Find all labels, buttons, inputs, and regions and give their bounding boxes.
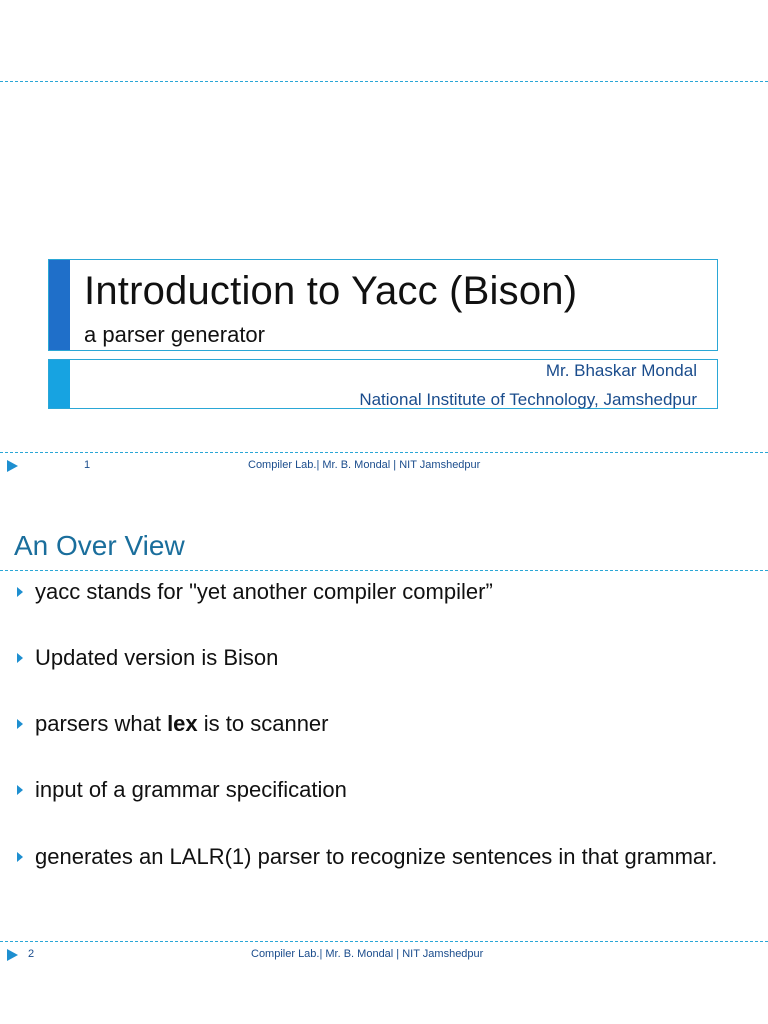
- author-box: [48, 359, 718, 409]
- author-institution: National Institute of Technology, Jamshedpur: [359, 390, 697, 409]
- footer-text: Compiler Lab.| Mr. B. Mondal | NIT Jamshedpur: [248, 459, 481, 471]
- list-item: generates an LALR(1) parser to recognize sentences in that grammar.: [14, 843, 754, 871]
- title-box: [48, 259, 718, 351]
- title-accent-bar: [49, 260, 70, 350]
- footer-arrow-icon: [7, 460, 18, 472]
- footer-divider: [0, 452, 768, 453]
- author-name: Mr. Bhaskar Mondal: [545, 361, 697, 380]
- list-item: input of a grammar specification: [14, 776, 754, 804]
- bullet-arrow-icon: [17, 587, 23, 597]
- slide-title: Introduction to Yacc (Bison): [84, 269, 578, 313]
- list-item: Updated version is Bison: [14, 644, 754, 672]
- heading-divider: [0, 570, 768, 571]
- bullet-arrow-icon: [17, 653, 23, 663]
- list-item: yacc stands for "yet another compiler compiler”: [14, 578, 754, 606]
- slide-heading: An Over View: [14, 530, 185, 561]
- footer-arrow-icon: [7, 949, 18, 961]
- footer-divider: [0, 941, 768, 942]
- dashed-divider: [0, 81, 768, 82]
- bold-term: lex: [167, 711, 198, 736]
- page-number: 2: [28, 948, 35, 960]
- list-item: parsers what lex is to scanner: [14, 710, 754, 738]
- bullet-arrow-icon: [17, 719, 23, 729]
- slide-subtitle: a parser generator: [84, 322, 265, 347]
- footer-text: Compiler Lab.| Mr. B. Mondal | NIT Jamshedpur: [251, 948, 484, 960]
- bullet-arrow-icon: [17, 852, 23, 862]
- page-number: 1: [84, 459, 91, 471]
- author-accent-bar: [49, 360, 70, 408]
- bullet-arrow-icon: [17, 785, 23, 795]
